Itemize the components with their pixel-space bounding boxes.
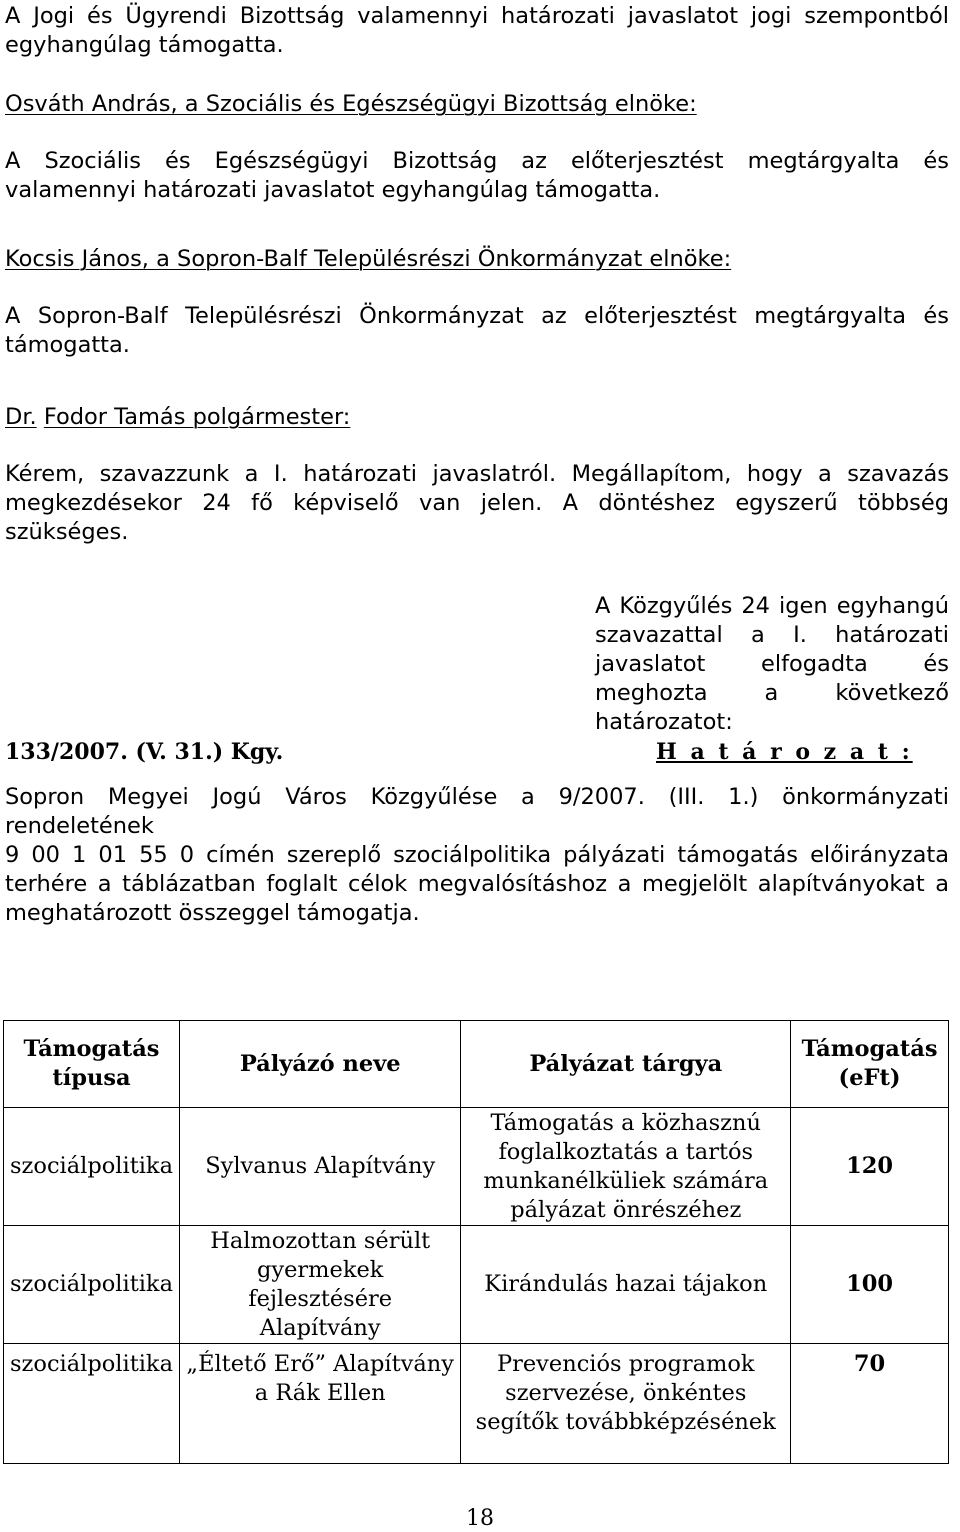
table-header-row: [4, 1021, 949, 1108]
mayor-statement: Kérem, szavazzunk a I. határozati javaslatról. Megállapítom, hogy a szavazás megkezdésekor 24 fő képviselő van jelen. A döntéshez egyszerű többség szükséges.: [5, 461, 949, 545]
resolution-text-body: 9 00 1 01 55 0 címén szereplő szociálpolitika pályázati támogatás előirányzata terhére a táblázatban foglalt célok megvalósításhoz a megjelölt alapítványokat a meghatározott összeggel támogatja.: [5, 842, 949, 926]
table-row: [4, 1344, 949, 1464]
council-statement: A Sopron-Balf Településrészi Önkormányzat az előterjesztést megtárgyalta és támogatta.: [5, 303, 949, 358]
speaker-kocsis: [5, 245, 949, 274]
cell-applicant: Halmozottan sérült gyermekek fejlesztésére Alapítvány: [179, 1226, 460, 1344]
table-row: [4, 1108, 949, 1226]
grants-table: [3, 1020, 949, 1464]
resolution-text-line1: Sopron Megyei Jogú Város Közgyűlése a 9/2007. (III. 1.) önkormányzati: [5, 784, 949, 810]
resolution-text-line2: rendeletének: [5, 813, 154, 839]
cell-amount: 100: [791, 1226, 949, 1344]
speaker-name: Osváth András, a Szociális és Egészségügyi Bizottság elnöke:: [5, 91, 697, 117]
speaker-name: Fodor Tamás polgármester:: [43, 404, 351, 430]
speaker-prefix: Dr.: [5, 404, 37, 430]
cell-applicant: Sylvanus Alapítvány: [179, 1108, 460, 1226]
vote-result: A Közgyűlés 24 igen egyhangú szavazattal a I. határozati javaslatot elfogadta és meghozta a következő határozatot:: [595, 593, 949, 735]
header-subject: Pályázat tárgya: [461, 1021, 791, 1108]
cell-support-type: szociálpolitika: [4, 1344, 180, 1464]
resolution-heading: H a t á r o z a t :: [656, 739, 913, 765]
page-number: 18: [466, 1506, 494, 1531]
speaker-name: Kocsis János, a Sopron-Balf Településrészi Önkormányzat elnöke:: [5, 246, 732, 272]
resolution-header: [5, 737, 949, 767]
table-row: [4, 1226, 949, 1344]
cell-amount: 70: [791, 1344, 949, 1464]
header-support-type: Támogatás típusa: [4, 1021, 180, 1108]
cell-subject: Prevenciós programok szervezése, önkéntes segítők továbbképzésének: [461, 1344, 791, 1464]
resolution-number: 133/2007. (V. 31.) Kgy.: [5, 739, 284, 765]
header-amount: Támogatás (eFt): [791, 1021, 949, 1108]
speaker-fodor: [5, 403, 949, 432]
committee-statement-social: A Szociális és Egészségügyi Bizottság az előterjesztést megtárgyalta és valamennyi határozati javaslatot egyhangúlag támogatta.: [5, 148, 949, 203]
header-applicant: Pályázó neve: [179, 1021, 460, 1108]
speaker-osvath: [5, 90, 949, 119]
cell-support-type: szociálpolitika: [4, 1226, 180, 1344]
cell-applicant: „Éltető Erő” Alapítvány a Rák Ellen: [179, 1344, 460, 1464]
document-page: [5, 2, 949, 928]
cell-amount: 120: [791, 1108, 949, 1226]
cell-subject: Támogatás a közhasznú foglalkoztatás a tartós munkanélküliek számára pályázat önrészéhez: [461, 1108, 791, 1226]
cell-support-type: szociálpolitika: [4, 1108, 180, 1226]
committee-statement-legal: A Jogi és Ügyrendi Bizottság valamennyi határozati javaslatot jogi szempontból egyhangúlag támogatta.: [5, 3, 949, 58]
cell-subject: Kirándulás hazai tájakon: [461, 1226, 791, 1344]
